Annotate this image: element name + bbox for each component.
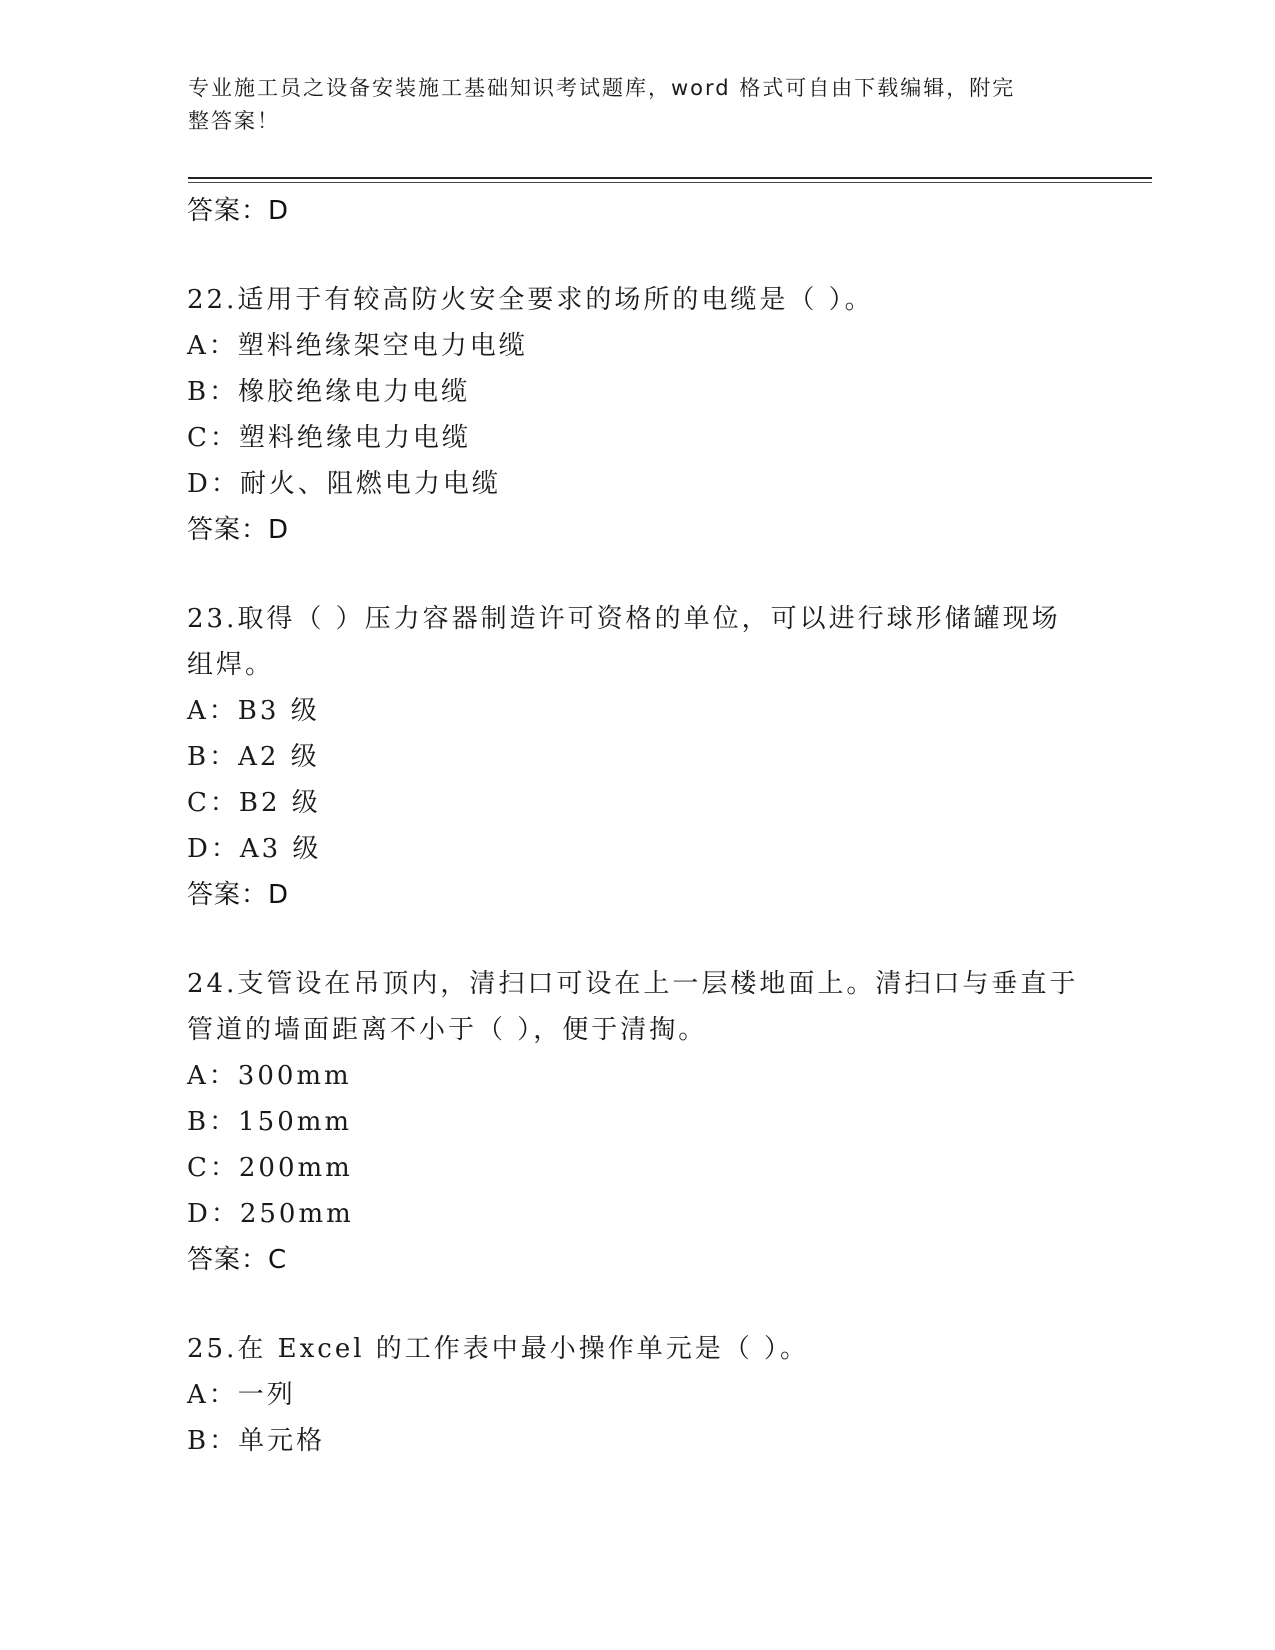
question-block-22 xyxy=(187,277,1087,553)
question-block-23 xyxy=(187,596,1087,918)
question-block-24 xyxy=(187,961,1087,1283)
option-c: C：200mm xyxy=(187,1153,353,1183)
option-d: D：250mm xyxy=(187,1199,354,1229)
spacer xyxy=(187,1283,1087,1326)
option-a: A：300mm xyxy=(187,1061,352,1091)
page-header xyxy=(188,72,1068,138)
spacer xyxy=(187,553,1087,596)
option-b: B：橡胶绝缘电力电缆 xyxy=(187,377,471,407)
question-text-continued: 组焊。 xyxy=(187,650,275,680)
answer-line: 答案：D xyxy=(187,196,290,226)
option-b: B：单元格 xyxy=(187,1426,326,1456)
option-c: C：塑料绝缘电力电缆 xyxy=(187,423,471,453)
spacer xyxy=(187,918,1087,961)
header-line-1: 专业施工员之设备安装施工基础知识考试题库，word 格式可自由下载编辑，附完 xyxy=(188,76,1016,100)
question-text: 24.支管设在吊顶内，清扫口可设在上一层楼地面上。清扫口与垂直于 xyxy=(187,969,1079,999)
option-c: C：B2 级 xyxy=(187,788,321,818)
option-a: A：B3 级 xyxy=(187,696,320,726)
spacer xyxy=(187,234,1087,277)
header-divider-thick xyxy=(188,177,1152,179)
option-d: D：A3 级 xyxy=(187,834,322,864)
question-text: 25.在 Excel 的工作表中最小操作单元是（ ）。 xyxy=(187,1334,810,1364)
question-text-continued: 管道的墙面距离不小于（ ），便于清掏。 xyxy=(187,1015,708,1045)
question-list xyxy=(187,188,1087,1464)
option-a: A：塑料绝缘架空电力电缆 xyxy=(187,331,528,361)
question-text: 23.取得（ ）压力容器制造许可资格的单位，可以进行球形储罐现场 xyxy=(187,604,1061,634)
question-text: 22.适用于有较高防火安全要求的场所的电缆是（ ）。 xyxy=(187,285,874,315)
option-a: A：一列 xyxy=(187,1380,296,1410)
option-b: B：150mm xyxy=(187,1107,353,1137)
answer-line: 答案：D xyxy=(187,515,290,545)
header-line-2: 整答案！ xyxy=(188,109,280,133)
question-block-25 xyxy=(187,1326,1087,1464)
answer-line: 答案：C xyxy=(187,1245,288,1275)
header-divider-thin xyxy=(188,182,1152,183)
option-d: D：耐火、阻燃电力电缆 xyxy=(187,469,501,499)
option-b: B：A2 级 xyxy=(187,742,320,772)
answer-line: 答案：D xyxy=(187,880,290,910)
